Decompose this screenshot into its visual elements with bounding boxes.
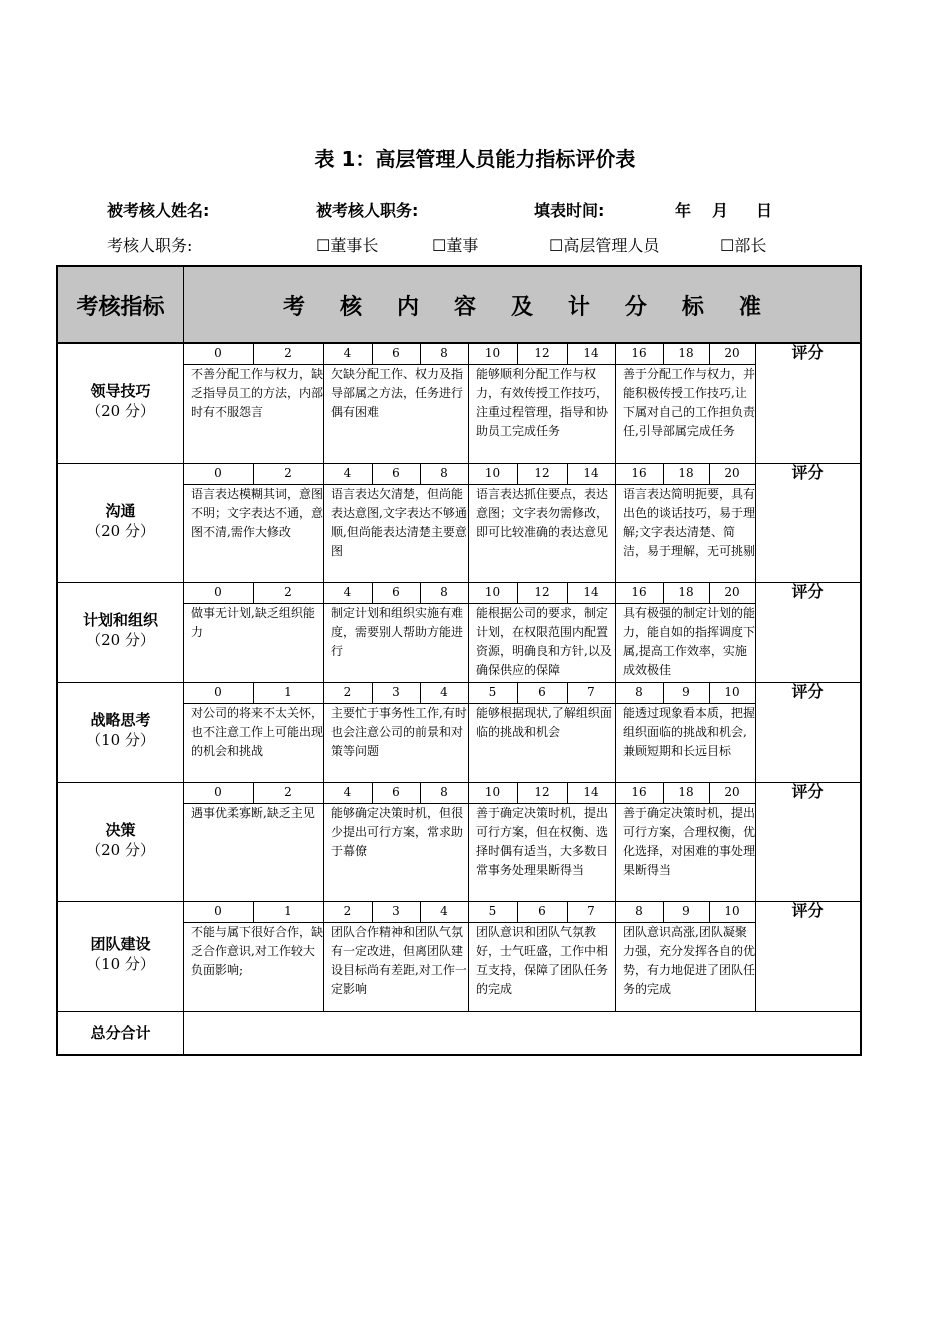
grid-line-v [420, 343, 421, 364]
header-char: 核 [339, 294, 362, 320]
row-indicator-name [58, 610, 183, 650]
grid-line-v [615, 343, 616, 364]
score-input-cell[interactable] [755, 484, 860, 582]
grid-line-v [323, 901, 324, 922]
grid-line-v [323, 484, 324, 582]
grid-line-v [517, 682, 518, 703]
grid-line-v [615, 703, 616, 782]
scale-value: 3 [392, 904, 400, 918]
level-description: 欠缺分配工作、权力及指导部属之方法，任务进行偶有困难 [331, 367, 464, 419]
scale-value: 4 [440, 685, 448, 699]
grid-line-v [615, 364, 616, 463]
grid-line-v [468, 922, 469, 1011]
grid-line-v [468, 582, 469, 603]
grid-line-v [420, 582, 421, 603]
scale-value: 10 [484, 585, 501, 599]
scale-value: 12 [534, 585, 550, 599]
scale-value: 5 [488, 685, 497, 699]
header-indicator-label: 考核指标 [76, 294, 165, 320]
document-title: 表 1：高层管理人员能力指标评价表 [314, 147, 636, 171]
grid-line-v [468, 364, 469, 463]
score-label: 评分 [791, 782, 824, 801]
level-description: 善于确定决策时机，提出可行方案，但在权衡、选择时偶有适当，大多数日常事务处理果断得当 [476, 806, 609, 877]
header-char: 计 [567, 294, 590, 320]
score-label: 评分 [791, 682, 824, 701]
grid-line-v [468, 603, 469, 682]
grid-line-v [615, 782, 616, 803]
scale-value: 4 [343, 346, 352, 360]
date-day: 日 [756, 201, 773, 220]
grid-line-v [663, 463, 664, 484]
grid-line-v [420, 901, 421, 922]
grid-line-v [253, 782, 254, 803]
date-month: 月 [712, 201, 729, 220]
grid-line-v [183, 267, 184, 1054]
grid-line-v [615, 582, 616, 603]
header-char: 考 [283, 294, 306, 320]
scale-value: 16 [631, 585, 647, 599]
assessor-option-chairman[interactable]: ☐董事长 [316, 236, 379, 255]
grid-line-v [372, 682, 373, 703]
grid-line-v [323, 682, 324, 703]
scale-value: 8 [440, 585, 448, 599]
examinee-position-label: 被考核人职务: [316, 201, 419, 220]
indicator-points: （20 分） [86, 402, 155, 420]
grid-line-v [567, 582, 568, 603]
scale-value: 1 [284, 904, 292, 918]
scale-value: 0 [214, 346, 222, 360]
score-input-cell[interactable] [755, 603, 860, 682]
grid-line-v [663, 682, 664, 703]
scale-value: 5 [488, 904, 497, 918]
grid-line-v [615, 901, 616, 922]
level-description: 主要忙于事务性工作,有时也会注意公司的前景和对策等问题 [331, 706, 467, 758]
level-description: 制定计划和组织实施有难度，需要别人帮助方能进行 [331, 606, 464, 658]
grid-line-v [663, 901, 664, 922]
level-description: 善于确定决策时机，提出可行方案，合理权衡，优化选择，对困难的事处理果断得当 [623, 806, 756, 877]
row-indicator-name [58, 501, 183, 541]
scale-value: 7 [587, 685, 595, 699]
fill-date-label: 填表时间: [534, 201, 605, 220]
grid-line-v [420, 682, 421, 703]
level-description: 团队意识高涨,团队凝聚力强，充分发挥各自的优势，有力地促进了团队任务的完成 [623, 925, 756, 996]
assessor-position-label: 考核人职务: [107, 236, 193, 255]
level-description: 做事无计划,缺乏组织能力 [191, 606, 315, 639]
level-description: 能够根据现状,了解组织面临的挑战和机会 [476, 706, 612, 739]
assessor-option-director[interactable]: ☐董事 [432, 236, 479, 255]
scale-value: 16 [631, 466, 647, 480]
grid-line-v [517, 582, 518, 603]
grid-line-v [663, 582, 664, 603]
score-label: 评分 [791, 463, 824, 482]
scale-value: 6 [392, 785, 400, 799]
header-content-standard [283, 267, 761, 343]
scale-value: 4 [343, 466, 352, 480]
scale-value: 12 [534, 466, 550, 480]
scale-value: 6 [392, 466, 400, 480]
grid-line-v [468, 703, 469, 782]
examinee-name-label: 被考核人姓名: [107, 201, 210, 220]
scale-value: 10 [724, 685, 740, 699]
grid-line-v [323, 803, 324, 901]
level-description: 语言表达抓住要点，表达意图；文字表勿需修改，即可比较准确的表达意见 [476, 487, 609, 539]
evaluation-table [56, 265, 862, 1056]
scale-value: 2 [343, 904, 352, 918]
score-input-cell[interactable] [755, 364, 860, 463]
grid-line-v [615, 682, 616, 703]
scale-value: 0 [214, 585, 222, 599]
scale-value: 16 [631, 346, 647, 360]
scale-value: 14 [583, 585, 599, 599]
indicator-points: （10 分） [86, 731, 155, 749]
level-description: 能够顺利分配工作与权力，有效传授工作技巧，注重过程管理，指导和协助员工完成任务 [476, 367, 609, 438]
scale-value: 10 [484, 466, 501, 480]
grid-line-v [468, 484, 469, 582]
scale-value: 6 [538, 904, 546, 918]
grid-line-v [468, 782, 469, 803]
row-indicator-name [58, 710, 183, 750]
grid-line-v [253, 682, 254, 703]
grid-line-v [468, 682, 469, 703]
grid-line-v [253, 901, 254, 922]
grid-line-v [323, 782, 324, 803]
grid-line-v [323, 603, 324, 682]
header-char: 准 [738, 294, 761, 320]
scale-value: 6 [538, 685, 546, 699]
scale-value: 18 [678, 346, 694, 360]
scale-value: 12 [534, 346, 550, 360]
scale-value: 8 [440, 466, 448, 480]
scale-value: 0 [214, 685, 222, 699]
score-input-cell[interactable] [755, 703, 860, 782]
scale-value: 2 [284, 585, 292, 599]
grid-line-v [323, 582, 324, 603]
indicator-points: （20 分） [86, 521, 155, 540]
scale-value: 14 [583, 785, 599, 799]
grid-line-v [663, 343, 664, 364]
scale-value: 4 [440, 904, 448, 918]
grid-line-v [615, 922, 616, 1011]
grid-line-v [323, 703, 324, 782]
grid-line-v [420, 463, 421, 484]
scale-value: 8 [635, 685, 643, 699]
grid-line-v [567, 782, 568, 803]
scale-value: 20 [724, 466, 740, 480]
grid-line-v [615, 803, 616, 901]
level-description: 善于分配工作与权力，并能积极传授工作技巧,让下属对自己的工作担负责任,引导部属完成任务 [623, 367, 756, 438]
grid-line-v [517, 343, 518, 364]
grid-line-v [468, 901, 469, 922]
level-description: 不善分配工作与权力，缺乏指导员工的方法，内部时有不服怨言 [191, 367, 324, 419]
scale-value: 14 [583, 346, 599, 360]
grid-line-v [517, 463, 518, 484]
grid-line-v [253, 343, 254, 364]
scale-value: 6 [392, 585, 400, 599]
scale-value: 8 [440, 346, 448, 360]
indicator-name: 团队建设 [90, 935, 151, 953]
grid-line-v [323, 922, 324, 1011]
grid-line-v [567, 901, 568, 922]
header-char: 分 [624, 294, 647, 320]
scale-value: 12 [534, 785, 550, 799]
level-description: 语言表达简明扼要，具有出色的谈话技巧，易于理解;文字表达清楚、简洁，易于理解，无可挑剔 [623, 487, 756, 558]
grid-line-v [709, 463, 710, 484]
grid-line-v [517, 901, 518, 922]
scale-value: 18 [678, 785, 694, 799]
level-description: 团队意识和团队气氛教好，士气旺盛，工作中相互支持，保障了团队任务的完成 [476, 925, 609, 996]
scale-value: 0 [214, 466, 222, 480]
score-label: 评分 [791, 343, 824, 362]
scale-value: 4 [343, 785, 352, 799]
grid-line-v [468, 343, 469, 364]
scale-value: 7 [587, 904, 595, 918]
scale-value: 20 [724, 785, 740, 799]
grid-line-v [468, 803, 469, 901]
grid-line-v [709, 343, 710, 364]
grid-line-v [615, 484, 616, 582]
indicator-name: 领导技巧 [90, 382, 151, 400]
grid-line-v [709, 682, 710, 703]
scale-value: 8 [635, 904, 643, 918]
grid-line-v [323, 463, 324, 484]
scale-value: 10 [484, 785, 501, 799]
level-description: 能透过现象看本质，把握组织面临的挑战和机会,兼顾短期和长远目标 [623, 706, 756, 758]
scale-value: 2 [343, 685, 352, 699]
scale-value: 20 [724, 346, 740, 360]
grid-line-v [709, 782, 710, 803]
grid-line-v [372, 901, 373, 922]
grid-line-v [372, 463, 373, 484]
level-description: 团队合作精神和团队气氛有一定改进，但离团队建设目标尚有差距,对工作一定影响 [331, 925, 467, 996]
level-description: 语言表达模糊其词，意图不明；文字表达不通，意图不清,需作大修改 [191, 487, 324, 539]
scale-value: 20 [724, 585, 740, 599]
grid-line-v [468, 463, 469, 484]
level-description: 具有极强的制定计划的能力，能自如的指挥调度下属,提高工作效率，实施成效极佳 [623, 606, 756, 677]
total-score-cell[interactable] [183, 1011, 860, 1054]
grid-line-v [709, 582, 710, 603]
scale-value: 10 [484, 346, 501, 360]
indicator-points: （20 分） [86, 631, 155, 649]
header-char: 标 [681, 294, 704, 320]
header-char: 及 [510, 294, 533, 320]
level-description: 能够确定决策时机，但很少提出可行方案，常求助于幕僚 [331, 806, 464, 858]
grid-line-v [253, 582, 254, 603]
level-description: 对公司的将来不太关怀，也不注意工作上可能出现的机会和挑战 [191, 706, 324, 758]
scale-value: 6 [392, 346, 400, 360]
grid-line-v [323, 343, 324, 364]
indicator-name: 计划和组织 [82, 611, 158, 629]
scale-value: 0 [214, 904, 222, 918]
score-input-cell[interactable] [755, 803, 860, 901]
score-label: 评分 [791, 901, 824, 920]
grid-line-v [567, 343, 568, 364]
grid-line-v [323, 364, 324, 463]
date-year: 年 [675, 201, 692, 220]
grid-line-v [615, 603, 616, 682]
score-input-cell[interactable] [755, 922, 860, 1011]
grid-line-v [372, 582, 373, 603]
score-label: 评分 [791, 582, 824, 601]
grid-line-v [615, 463, 616, 484]
scale-value: 8 [440, 785, 448, 799]
scale-value: 14 [583, 466, 599, 480]
indicator-name: 战略思考 [90, 711, 151, 729]
level-description: 遇事优柔寡断,缺乏主见 [191, 806, 315, 820]
row-indicator-name [58, 934, 183, 974]
indicator-name: 决策 [105, 820, 136, 839]
scale-value: 2 [284, 466, 292, 480]
scale-value: 2 [284, 785, 292, 799]
scale-value: 0 [214, 785, 222, 799]
scale-value: 3 [392, 685, 400, 699]
header-char: 内 [396, 294, 419, 320]
assessor-option-senior-manager[interactable]: ☐高层管理人员 [549, 236, 660, 255]
level-description: 能根据公司的要求，制定计划，在权限范围内配置资源，明确良和方针,以及确保供应的保障 [476, 606, 612, 677]
grid-line-v [517, 782, 518, 803]
scale-value: 4 [343, 585, 352, 599]
indicator-points: （20 分） [86, 840, 155, 859]
scale-value: 16 [631, 785, 647, 799]
scale-value: 18 [678, 466, 694, 480]
grid-line-v [567, 682, 568, 703]
scale-value: 18 [678, 585, 694, 599]
indicator-name: 沟通 [105, 501, 136, 520]
assessor-option-minister[interactable]: ☐部长 [720, 236, 767, 255]
grid-line-v [709, 901, 710, 922]
total-score-label: 总分合计 [90, 1024, 151, 1042]
grid-line-v [372, 343, 373, 364]
scale-value: 1 [284, 685, 292, 699]
scale-value: 10 [724, 904, 740, 918]
row-indicator-name [58, 381, 183, 421]
grid-line-v [567, 463, 568, 484]
grid-line-v [372, 782, 373, 803]
grid-line-v [253, 463, 254, 484]
scale-value: 9 [682, 904, 690, 918]
grid-line-v [420, 782, 421, 803]
grid-line-v [663, 782, 664, 803]
scale-value: 2 [284, 346, 292, 360]
scale-value: 9 [682, 685, 690, 699]
indicator-points: （10 分） [86, 955, 155, 973]
header-char: 容 [453, 294, 476, 320]
level-description: 语言表达欠清楚，但尚能表达意图,文字表达不够通顺,但尚能表达清楚主要意图 [331, 487, 467, 558]
row-indicator-name [58, 820, 183, 860]
level-description: 不能与属下很好合作，缺乏合作意识,对工作较大负面影响; [191, 925, 324, 977]
